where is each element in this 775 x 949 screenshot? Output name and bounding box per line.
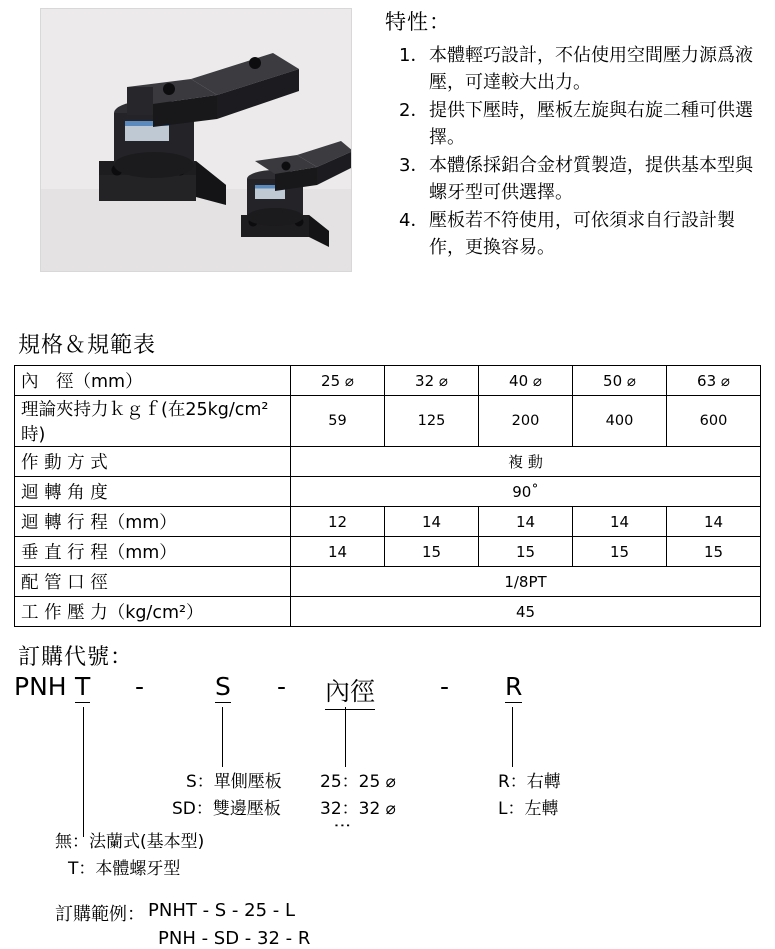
table-row xyxy=(15,597,761,627)
note-rotation-l: L：左轉 xyxy=(498,799,559,819)
note-type-thread: T：本體螺牙型 xyxy=(68,859,181,879)
code-token-series: PNH xyxy=(14,672,67,701)
row-label: 工 作 壓 力（kg/cm²） xyxy=(15,597,291,627)
row-cell: 59 xyxy=(291,396,385,447)
feature-text: 本體係採鋁合金材質製造，提供基本型與螺牙型可供選擇。 xyxy=(429,155,753,203)
table-row xyxy=(15,396,761,447)
code-token-dash-3: - xyxy=(440,672,450,701)
row-label: 垂 直 行 程（mm） xyxy=(15,537,291,567)
note-type-none: 無：法蘭式(基本型) xyxy=(55,832,205,852)
feature-item xyxy=(385,152,770,206)
note-bore-ellipsis: ⋮ xyxy=(332,817,352,834)
features-section xyxy=(385,6,770,262)
row-cell: 15 xyxy=(385,537,479,567)
feature-item xyxy=(385,42,770,96)
feature-text: 提供下壓時，壓板左旋與右旋二種可供選擇。 xyxy=(429,100,753,148)
row-cell: 14 xyxy=(573,507,667,537)
note-plate-s: S：單側壓板 xyxy=(186,772,282,792)
product-photo-illustration xyxy=(41,9,351,271)
code-token-type: T xyxy=(75,672,91,701)
table-row xyxy=(15,366,761,396)
table-row xyxy=(15,477,761,507)
note-rotation-r: R：右轉 xyxy=(498,772,561,792)
spec-section-heading: 規格＆規範表 xyxy=(18,333,157,358)
feature-number: 1． xyxy=(399,45,429,66)
code-token-dash-1: - xyxy=(135,672,145,701)
row-cell: 32 ⌀ xyxy=(385,366,479,396)
note-bore-25: 25：25 ⌀ xyxy=(320,772,396,792)
order-code-heading: 訂購代號： xyxy=(18,645,134,670)
row-cell: 200 xyxy=(479,396,573,447)
note-plate-sd: SD：雙邊壓板 xyxy=(172,799,281,819)
row-cell: 63 ⌀ xyxy=(667,366,761,396)
leader-line-bore xyxy=(345,707,346,767)
feature-number: 2． xyxy=(399,100,429,121)
note-bore-32: 32：32 ⌀ xyxy=(320,799,396,819)
row-cell: 複 動 xyxy=(291,447,761,477)
row-cell: 125 xyxy=(385,396,479,447)
table-row xyxy=(15,507,761,537)
table-row xyxy=(15,537,761,567)
feature-text: 本體輕巧設計，不佔使用空間壓力源爲液壓，可達較大出力。 xyxy=(429,45,753,93)
row-cell: 15 xyxy=(573,537,667,567)
row-label: 迴 轉 角 度 xyxy=(15,477,291,507)
leader-line-type xyxy=(83,707,84,837)
code-token-dash-2: - xyxy=(277,672,287,701)
code-token-rotation: R xyxy=(505,672,523,701)
leader-line-plate xyxy=(222,707,223,767)
code-token-plate: S xyxy=(215,672,231,701)
row-cell: 40 ⌀ xyxy=(479,366,573,396)
feature-item xyxy=(385,207,770,261)
features-title: 特性： xyxy=(385,10,451,34)
table-row xyxy=(15,567,761,597)
row-cell: 15 xyxy=(667,537,761,567)
code-token-bore: 內徑 xyxy=(325,672,375,710)
order-example-label: 訂購範例： xyxy=(55,904,145,925)
table-row xyxy=(15,447,761,477)
row-cell: 25 ⌀ xyxy=(291,366,385,396)
spec-table xyxy=(14,365,761,627)
row-label: 配 管 口 徑 xyxy=(15,567,291,597)
order-code-diagram xyxy=(0,672,775,949)
order-example-line-1: PNHT - S - 25 - L xyxy=(148,900,296,921)
row-cell: 600 xyxy=(667,396,761,447)
row-cell: 14 xyxy=(667,507,761,537)
row-label: 內 徑（mm） xyxy=(15,366,291,396)
features-list xyxy=(385,42,770,261)
row-cell: 45 xyxy=(291,597,761,627)
row-label: 理論夾持力ｋｇｆ(在25kg/cm²時) xyxy=(15,396,291,447)
row-cell: 400 xyxy=(573,396,667,447)
row-cell: 90˚ xyxy=(291,477,761,507)
row-cell: 12 xyxy=(291,507,385,537)
leader-line-rotation xyxy=(512,707,513,767)
row-label: 迴 轉 行 程（mm） xyxy=(15,507,291,537)
row-cell: 50 ⌀ xyxy=(573,366,667,396)
feature-text: 壓板若不符使用，可依須求自行設計製作，更換容易。 xyxy=(429,210,735,258)
order-example-line-2: PNH - SD - 32 - R xyxy=(158,928,311,949)
row-cell: 15 xyxy=(479,537,573,567)
feature-number: 3． xyxy=(399,155,429,176)
product-photo xyxy=(40,8,352,272)
feature-item xyxy=(385,97,770,151)
row-cell: 1/8PT xyxy=(291,567,761,597)
order-code-row xyxy=(0,672,775,712)
row-cell: 14 xyxy=(385,507,479,537)
feature-number: 4． xyxy=(399,210,429,231)
row-cell: 14 xyxy=(291,537,385,567)
row-label: 作 動 方 式 xyxy=(15,447,291,477)
row-cell: 14 xyxy=(479,507,573,537)
